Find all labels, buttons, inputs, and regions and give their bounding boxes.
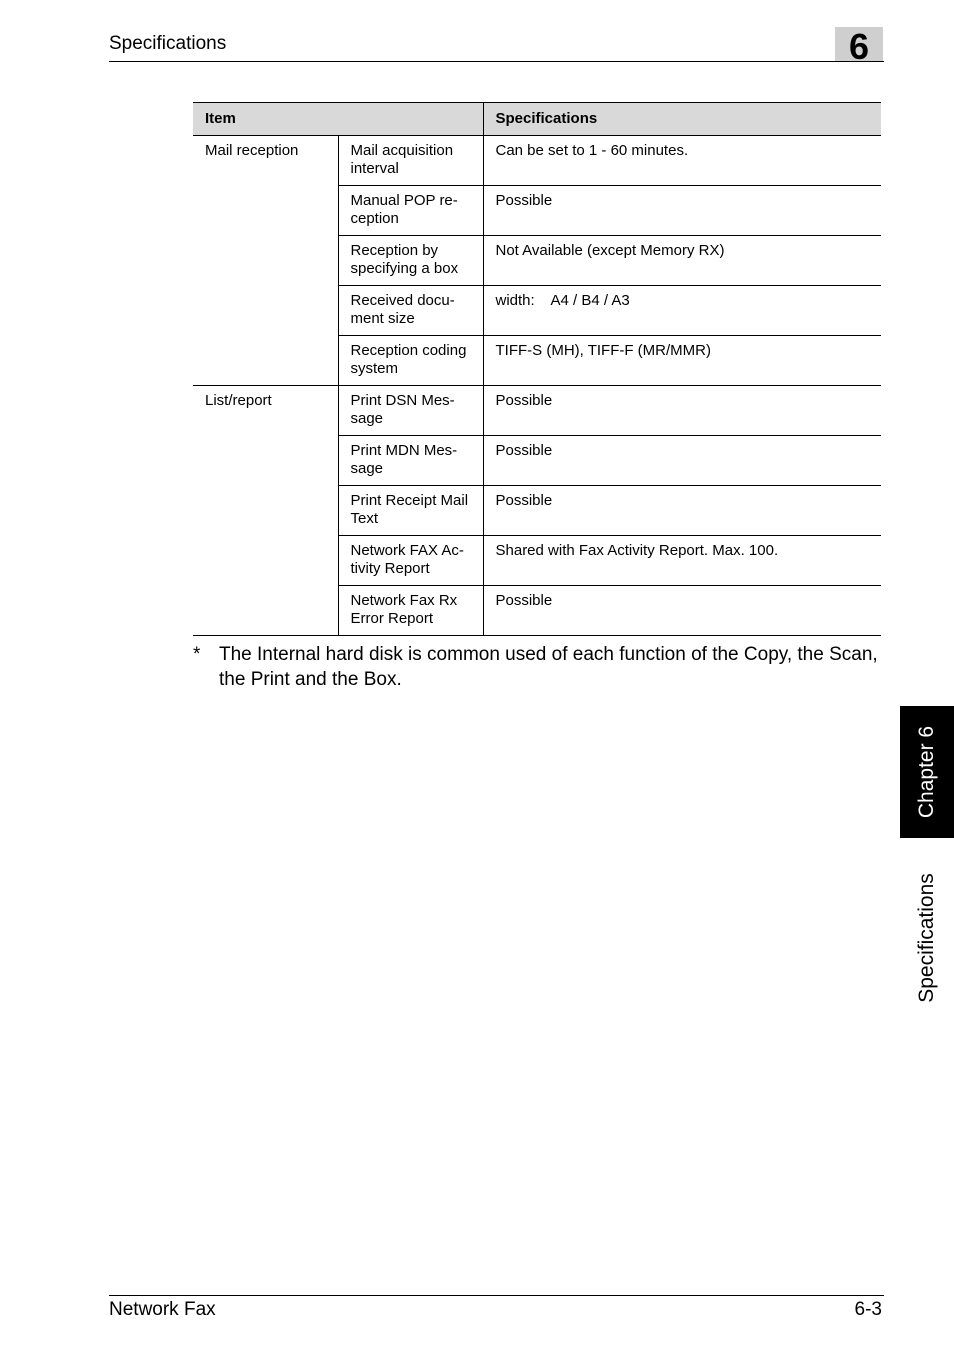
specifications-table: [193, 102, 881, 636]
page-number: 6-3: [854, 1299, 882, 1320]
footer-title: Network Fax: [109, 1299, 216, 1320]
table-row: [193, 386, 881, 436]
page-header-title: Specifications: [109, 33, 227, 54]
row-sub-item: Reception coding system: [338, 336, 483, 386]
row-sub-item: Network Fax Rx Error Report: [338, 586, 483, 636]
row-spec-value: Possible: [483, 436, 881, 486]
row-spec-value: Possible: [483, 486, 881, 536]
row-sub-item: Print DSN Mes-sage: [338, 386, 483, 436]
table-row: [193, 136, 881, 186]
row-spec-value: TIFF-S (MH), TIFF-F (MR/MMR): [483, 336, 881, 386]
chapter-number-box: [835, 26, 883, 67]
footer-divider: [109, 1295, 884, 1296]
row-spec-value: Possible: [483, 186, 881, 236]
header-specifications: Specifications: [483, 103, 881, 136]
row-sub-item: Reception by specifying a box: [338, 236, 483, 286]
row-spec-value: Possible: [483, 586, 881, 636]
row-sub-item: Print Receipt Mail Text: [338, 486, 483, 536]
row-sub-item: Manual POP re-ception: [338, 186, 483, 236]
row-spec-value: Shared with Fax Activity Report. Max. 100.: [483, 536, 881, 586]
row-sub-item: Received docu-ment size: [338, 286, 483, 336]
row-sub-item: Network FAX Ac-tivity Report: [338, 536, 483, 586]
footnote: [193, 642, 883, 692]
row-sub-item: Mail acquisition interval: [338, 136, 483, 186]
row-spec-value: Not Available (except Memory RX): [483, 236, 881, 286]
side-tab-section-label: Specifications: [915, 872, 938, 1003]
footnote-text: The Internal hard disk is common used of each function of the Copy, the Scan, the Print and the Box.: [219, 644, 878, 690]
row-sub-item: Print MDN Mes-sage: [338, 436, 483, 486]
header-divider: [109, 61, 884, 62]
row-spec-value: Possible: [483, 386, 881, 436]
header-item: Item: [193, 103, 483, 136]
row-spec-value: width: A4 / B4 / A3: [483, 286, 881, 336]
chapter-number: 6: [848, 26, 870, 67]
side-tab-chapter-label: Chapter 6: [915, 725, 938, 819]
row-spec-value: Can be set to 1 - 60 minutes.: [483, 136, 881, 186]
footnote-mark: *: [193, 644, 201, 665]
group-label-list-report: List/report: [193, 386, 338, 636]
side-tab-section: [900, 850, 954, 1025]
group-label-mail-reception: Mail reception: [193, 136, 338, 386]
table-header-row: [193, 103, 881, 136]
side-tab-chapter: [900, 706, 954, 838]
